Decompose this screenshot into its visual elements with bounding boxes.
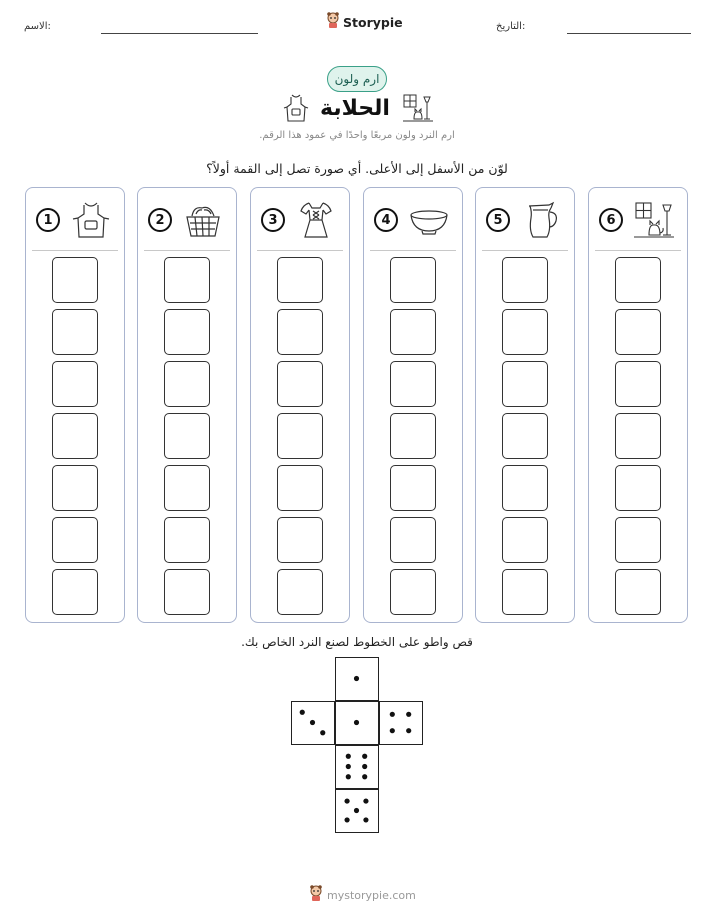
color-square[interactable]	[52, 569, 98, 615]
color-square[interactable]	[390, 569, 436, 615]
pip	[344, 817, 349, 822]
column-1	[25, 187, 125, 623]
apron-icon	[70, 200, 112, 240]
die-face-1	[335, 701, 379, 745]
pip	[362, 754, 367, 759]
storypie-mascot-icon	[309, 885, 323, 905]
color-square[interactable]	[164, 257, 210, 303]
column-number: 3	[261, 208, 285, 232]
brand-name: Storypie	[343, 14, 403, 30]
subtitle: ارم النرد ولون مربعًا واحدًا في عمود هذا الرقم.	[259, 130, 455, 141]
color-square[interactable]	[615, 257, 661, 303]
bowl-icon	[408, 200, 450, 240]
color-square[interactable]	[615, 465, 661, 511]
roll-and-color-badge: ارم ولون	[327, 66, 387, 92]
column-divider	[144, 250, 230, 251]
column-divider	[32, 250, 118, 251]
room-cat-icon	[633, 200, 675, 240]
color-square[interactable]	[277, 569, 323, 615]
color-square[interactable]	[390, 465, 436, 511]
color-square[interactable]	[502, 257, 548, 303]
cut-instruction: قص واطو على الخطوط لصنع النرد الخاص بك.	[241, 635, 473, 649]
column-number: 4	[374, 208, 398, 232]
column-header	[26, 188, 124, 250]
pip	[363, 798, 368, 803]
color-square[interactable]	[502, 517, 548, 563]
color-square[interactable]	[390, 361, 436, 407]
column-header	[364, 188, 462, 250]
pip	[362, 774, 367, 779]
column-6	[588, 187, 688, 623]
column-4	[363, 187, 463, 623]
pip	[310, 720, 315, 725]
date-line[interactable]	[567, 33, 691, 34]
color-square[interactable]	[277, 465, 323, 511]
die-face-5	[335, 789, 379, 833]
footer	[309, 885, 416, 905]
color-square[interactable]	[615, 517, 661, 563]
storypie-mascot-icon	[326, 12, 340, 32]
die-face-4	[379, 701, 423, 745]
pip	[346, 754, 351, 759]
pip	[406, 728, 411, 733]
footer-url: mystorypie.com	[327, 888, 416, 902]
apron-icon	[283, 93, 309, 123]
dress-icon	[295, 200, 337, 240]
pip	[354, 720, 359, 725]
color-square[interactable]	[164, 517, 210, 563]
color-square[interactable]	[277, 361, 323, 407]
pip	[300, 710, 305, 715]
color-square[interactable]	[277, 257, 323, 303]
date-label: التاريخ:	[496, 21, 526, 32]
page-title: الحلابة	[320, 96, 390, 121]
column-divider	[257, 250, 343, 251]
column-header	[589, 188, 687, 250]
color-square[interactable]	[615, 361, 661, 407]
column-number: 6	[599, 208, 623, 232]
room-cat-icon	[402, 93, 434, 123]
color-square[interactable]	[52, 465, 98, 511]
column-header	[476, 188, 574, 250]
column-number: 1	[36, 208, 60, 232]
pip	[344, 798, 349, 803]
instruction: لوّن من الأسفل إلى الأعلى. أي صورة تصل إلى القمة أولاً؟	[206, 161, 508, 176]
column-number: 5	[486, 208, 510, 232]
column-header	[251, 188, 349, 250]
color-square[interactable]	[164, 361, 210, 407]
name-label: الاسم:	[24, 21, 51, 32]
name-line[interactable]	[101, 33, 258, 34]
column-number: 2	[148, 208, 172, 232]
color-square[interactable]	[390, 257, 436, 303]
pip	[346, 764, 351, 769]
pip	[320, 730, 325, 735]
pip	[363, 817, 368, 822]
color-square[interactable]	[277, 517, 323, 563]
color-square[interactable]	[390, 413, 436, 459]
column-5	[475, 187, 575, 623]
pip	[390, 712, 395, 717]
color-square[interactable]	[52, 361, 98, 407]
color-square[interactable]	[164, 413, 210, 459]
color-square[interactable]	[277, 309, 323, 355]
color-square[interactable]	[52, 309, 98, 355]
column-3	[250, 187, 350, 623]
column-header	[138, 188, 236, 250]
color-square[interactable]	[164, 569, 210, 615]
column-divider	[482, 250, 568, 251]
pip	[390, 728, 395, 733]
color-square[interactable]	[502, 413, 548, 459]
color-square[interactable]	[390, 517, 436, 563]
color-square[interactable]	[164, 465, 210, 511]
die-face-1	[335, 657, 379, 701]
color-square[interactable]	[164, 309, 210, 355]
column-divider	[370, 250, 456, 251]
color-square[interactable]	[615, 413, 661, 459]
color-square[interactable]	[277, 413, 323, 459]
pip	[354, 676, 359, 681]
color-square[interactable]	[615, 569, 661, 615]
pip	[362, 764, 367, 769]
pip	[354, 808, 359, 813]
color-square[interactable]	[502, 465, 548, 511]
color-square[interactable]	[615, 309, 661, 355]
color-square[interactable]	[502, 569, 548, 615]
color-square[interactable]	[502, 309, 548, 355]
color-square[interactable]	[52, 413, 98, 459]
die-face-3	[291, 701, 335, 745]
color-square[interactable]	[52, 257, 98, 303]
color-square[interactable]	[390, 309, 436, 355]
bread-basket-icon	[182, 200, 224, 240]
pip	[346, 774, 351, 779]
color-square[interactable]	[502, 361, 548, 407]
die-face-6	[335, 745, 379, 789]
column-divider	[595, 250, 681, 251]
color-square[interactable]	[52, 517, 98, 563]
pip	[406, 712, 411, 717]
jug-icon	[520, 200, 562, 240]
brand-logo	[326, 12, 403, 32]
column-2	[137, 187, 237, 623]
